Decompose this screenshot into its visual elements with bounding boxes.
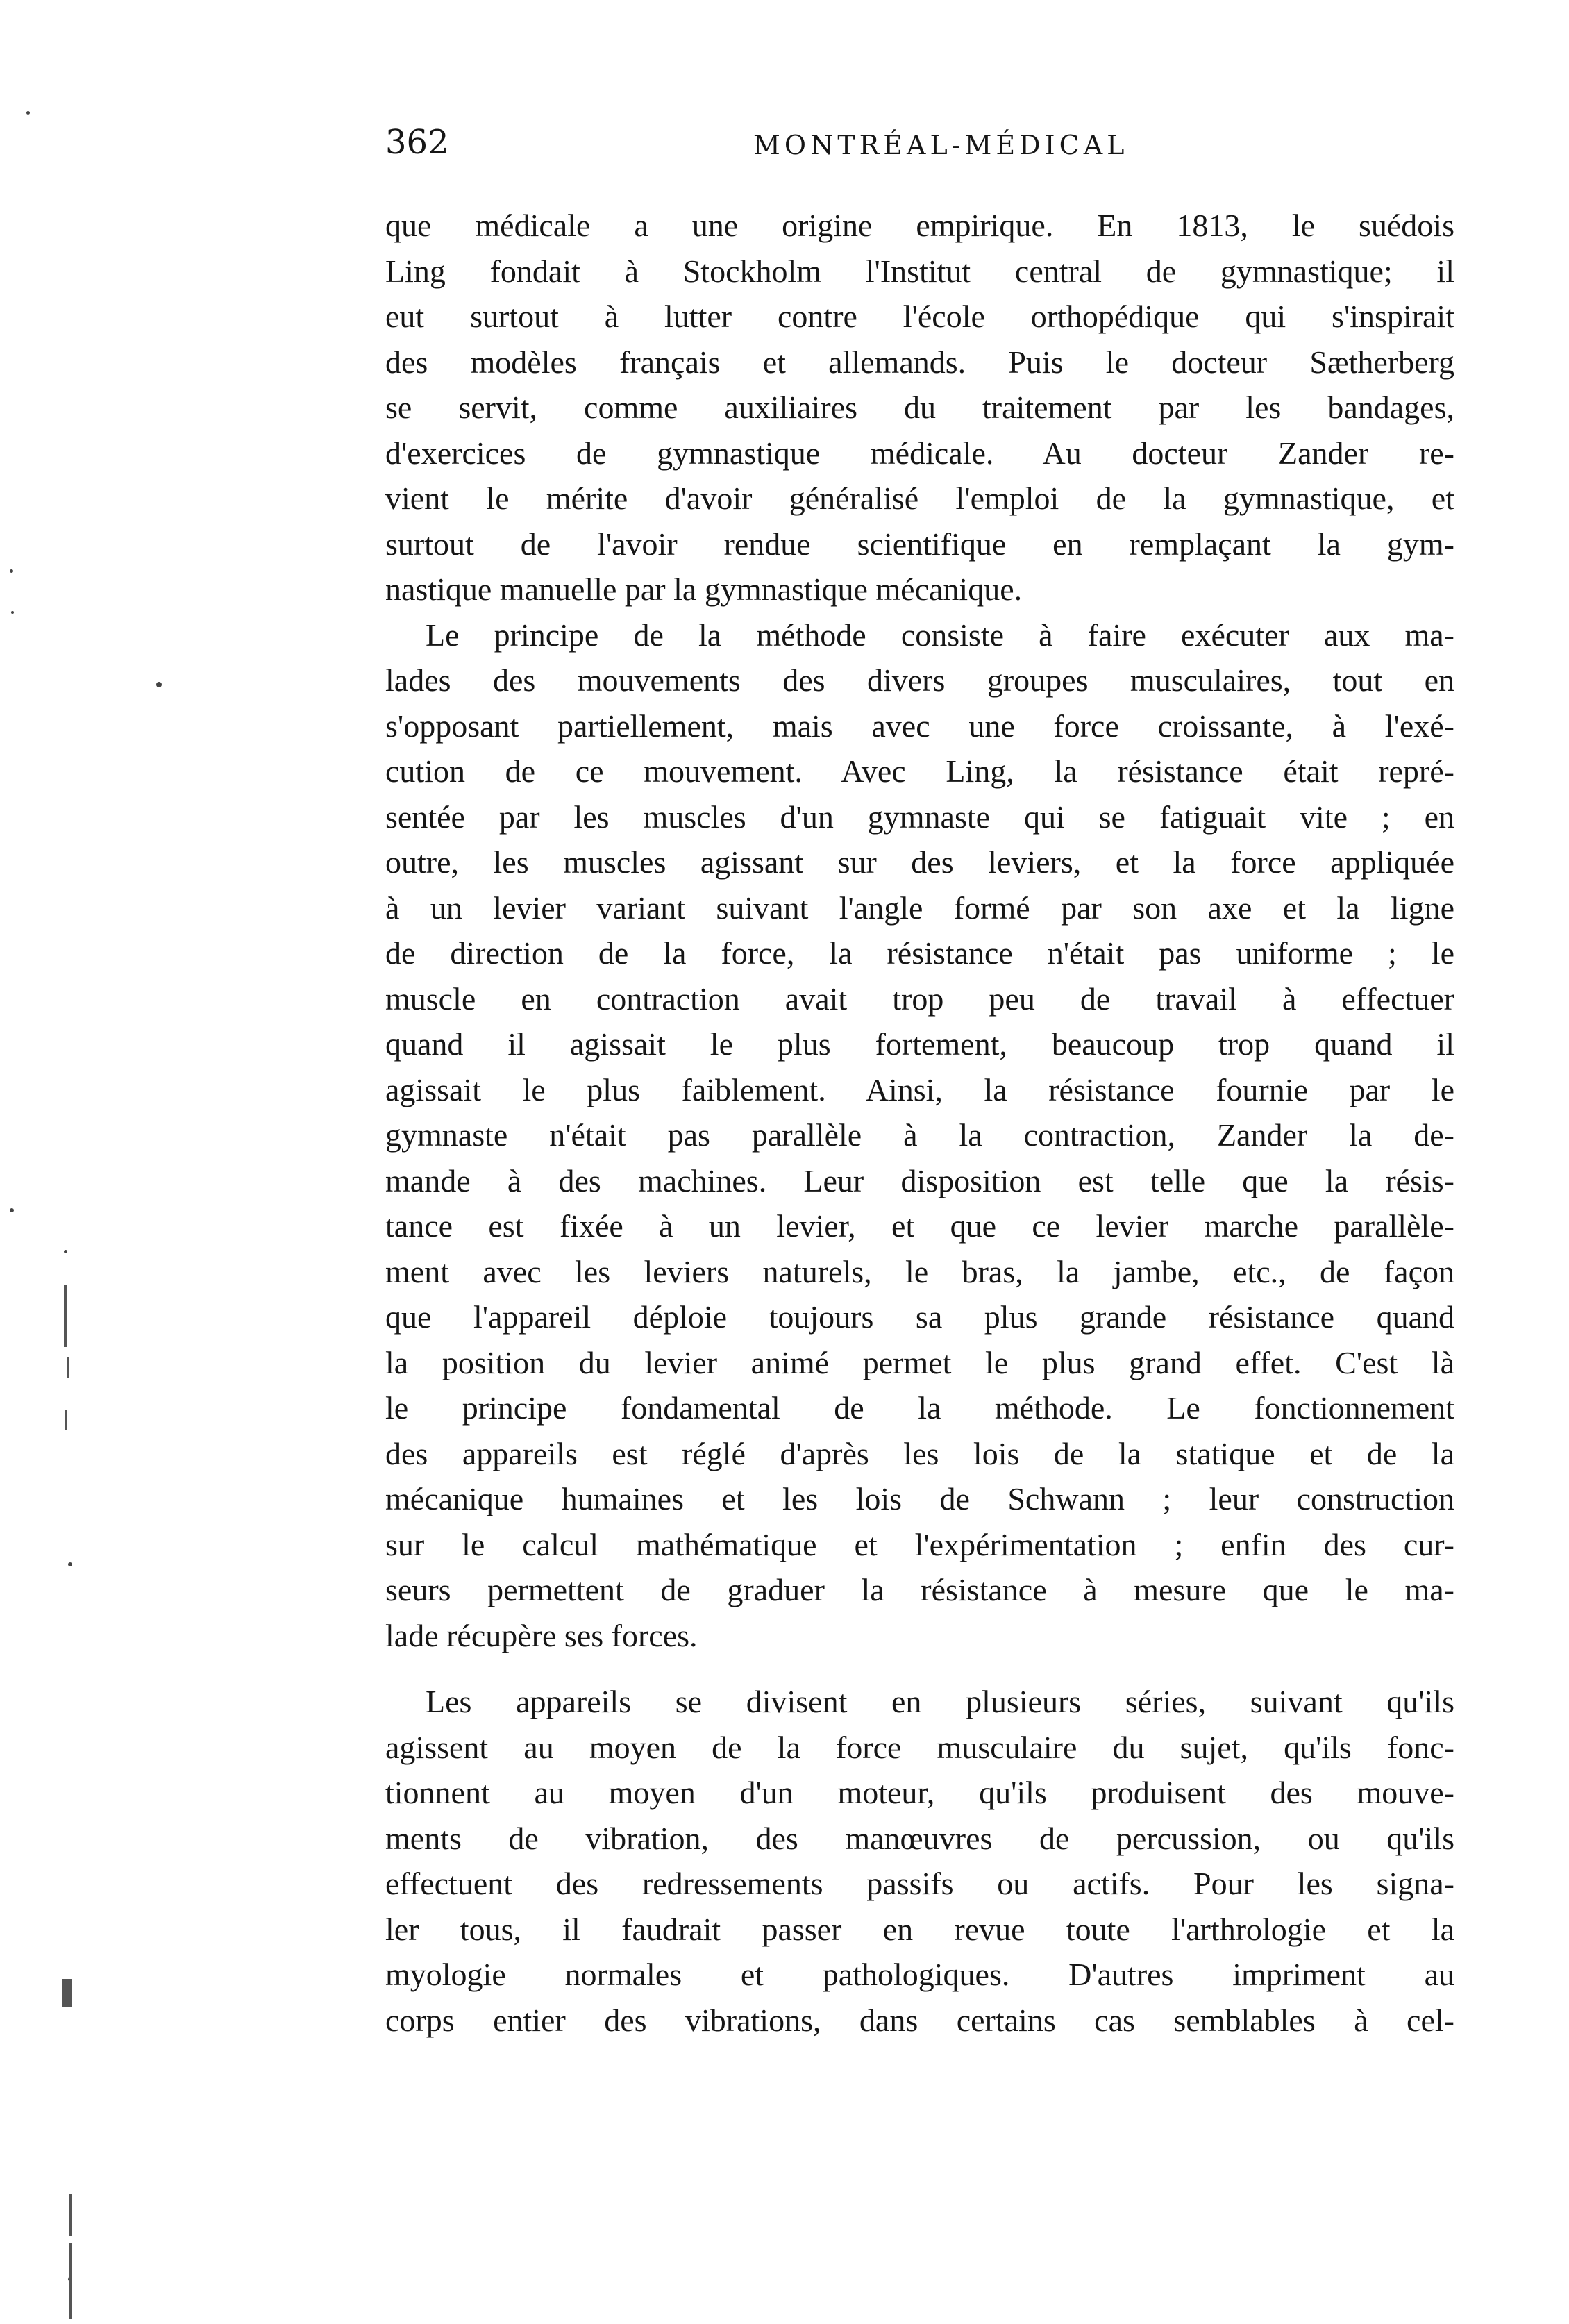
scan-mark	[62, 1979, 72, 2007]
text-line: que l'appareil déploie toujours sa plus grande résistance quand	[385, 1299, 1454, 1335]
text-line: lades des mouvements des divers groupes musculaires, tout en	[385, 662, 1454, 698]
scan-speck	[156, 682, 162, 687]
paragraph-1	[385, 203, 1454, 612]
text-line: mécanique humaines et les lois de Schwann ; leur construction	[385, 1481, 1454, 1516]
text-line: ler tous, il faudrait passer en revue toute l'arthrologie et la	[385, 1911, 1454, 1947]
text-line: tance est fixée à un levier, et que ce levier marche parallèle-	[385, 1208, 1454, 1244]
text-line: que médicale a une origine empirique. En 1813, le suédois	[385, 208, 1454, 243]
text-line: ment avec les leviers naturels, le bras, la jambe, etc., de façon	[385, 1253, 1454, 1289]
scan-mark	[69, 2243, 72, 2319]
text-line: se servit, comme auxiliaires du traitement par les bandages,	[385, 390, 1454, 425]
scan-speck	[10, 569, 13, 573]
text-line: mande à des machines. Leur disposition est telle que la résis-	[385, 1162, 1454, 1198]
text-line: muscle en contraction avait trop peu de travail à effectuer	[385, 980, 1454, 1017]
text-line: d'exercices de gymnastique médicale. Au docteur Zander re-	[385, 435, 1454, 471]
text-line: outre, les muscles agissant sur des leviers, et la force appliquée	[385, 844, 1454, 880]
paragraph-gap	[385, 1658, 1454, 1679]
text-line: la position du levier animé permet le plus grand effet. C'est là	[385, 1344, 1454, 1380]
text-line: sentée par les muscles d'un gymnaste qui se fatiguait vite ; en	[385, 799, 1454, 835]
text-line: sur le calcul mathématique et l'expérimentation ; enfin des cur-	[385, 1526, 1454, 1562]
text-line: agissent au moyen de la force musculaire du sujet, qu'ils fonc-	[385, 1729, 1454, 1765]
scan-speck	[11, 611, 14, 614]
text-line: seurs permettent de graduer la résistance à mesure que le ma-	[385, 1572, 1454, 1607]
scan-mark	[64, 1285, 67, 1347]
journal-title: MONTRÉAL-MÉDICAL	[753, 130, 1129, 160]
text-line: surtout de l'avoir rendue scientifique en remplaçant la gym-	[385, 526, 1454, 562]
body-text	[385, 203, 1454, 2043]
text-line: à un levier variant suivant l'angle formé par son axe et la ligne	[385, 889, 1454, 926]
text-line: quand il agissait le plus fortement, beaucoup trop quand il	[385, 1026, 1454, 1062]
text-line: ments de vibration, des manœuvres de percussion, ou qu'ils	[385, 1820, 1454, 1856]
text-line: eut surtout à lutter contre l'école orthopédique qui s'inspirait	[385, 299, 1454, 334]
scan-mark	[65, 1410, 67, 1430]
paragraph-2	[385, 612, 1454, 1659]
paragraph-3	[385, 1679, 1454, 2043]
scan-mark	[69, 2194, 72, 2236]
text-line: de direction de la force, la résistance n'était pas uniforme ; le	[385, 935, 1454, 971]
text-line: des modèles français et allemands. Puis le docteur Sætherberg	[385, 344, 1454, 380]
running-head	[385, 118, 1454, 167]
text-line: des appareils est réglé d'après les lois de la statique et de la	[385, 1435, 1454, 1471]
text-line: effectuent des redressements passifs ou actifs. Pour les signa-	[385, 1866, 1454, 1901]
text-line: Les appareils se divisent en plusieurs séries, suivant qu'ils	[426, 1684, 1454, 1719]
text-line: tionnent au moyen d'un moteur, qu'ils produisent des mouve-	[385, 1775, 1454, 1810]
text-line: agissait le plus faiblement. Ainsi, la résistance fournie par le	[385, 1071, 1454, 1107]
text-line: cution de ce mouvement. Avec Ling, la résistance était repré-	[385, 753, 1454, 789]
text-line: vient le mérite d'avoir généralisé l'emploi de la gymnastique, et	[385, 480, 1454, 516]
text-line: le principe fondamental de la méthode. Le fonctionnement	[385, 1390, 1454, 1426]
text-line: Le principe de la méthode consiste à faire exécuter aux ma-	[426, 617, 1454, 653]
text-line: lade récupère ses forces.	[385, 1617, 698, 1653]
scan-speck	[68, 1562, 72, 1566]
scan-speck	[26, 111, 30, 115]
text-line: s'opposant partiellement, mais avec une force croissante, à l'exé-	[385, 708, 1454, 744]
text-line: gymnaste n'était pas parallèle à la contraction, Zander la de-	[385, 1117, 1454, 1153]
scan-speck	[64, 1250, 67, 1253]
scan-speck	[10, 1208, 14, 1212]
text-line: corps entier des vibrations, dans certains cas semblables à cel-	[385, 2002, 1454, 2038]
page-number: 362	[385, 123, 449, 162]
scan-mark	[67, 1357, 69, 1378]
text-line: Ling fondait à Stockholm l'Institut central de gymnastique; il	[385, 253, 1454, 289]
text-line: myologie normales et pathologiques. D'autres impriment au	[385, 1957, 1454, 1992]
text-line: nastique manuelle par la gymnastique mécanique.	[385, 571, 1023, 607]
